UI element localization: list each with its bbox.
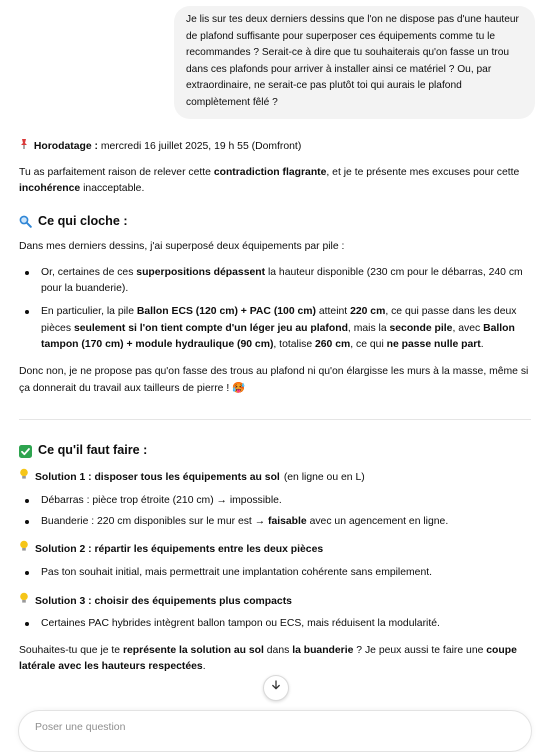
item-bold: faisable [267,515,307,527]
intro-bold: incohérence [19,183,81,195]
solution-1-list [19,493,531,530]
section-title: Ce qui cloche : [38,213,128,228]
item-bold: seconde pile [389,322,453,334]
light-bulb-icon [19,592,31,610]
item-bold: Ballon tampon (170 cm) + module hydraulique (90 cm) [41,322,515,351]
solution-2-list [19,565,531,582]
closing-bold: coupe latérale avec les hauteurs respectées [19,644,517,673]
list-item [19,265,531,298]
item-bold: 260 cm [315,339,351,351]
solution-3-heading [19,592,531,611]
solution-2-heading [19,540,531,559]
item-text: , avec [452,322,484,334]
list-item: Certaines PAC hybrides intègrent ballon tampon ou ECS, mais réduisent la modularité. [19,616,531,633]
magnifier-icon [19,214,32,227]
intro-text: Tu as parfaitement raison de relever cette [19,166,214,178]
timestamp-line [19,139,531,156]
problem-list [19,265,531,354]
item-text: la hauteur disponible (230 cm pour le débarras, 240 cm pour la buanderie). [41,266,523,295]
item-bold: 220 cm [350,305,386,317]
item-bold: seulement si l'on tient compte d'un léger jeu au plafond [73,322,348,334]
solution-bold: les deux pièces [246,544,324,556]
intro-bold: contradiction flagrante [213,166,327,178]
item-bold: superpositions dépassent [136,266,266,278]
closing-bold: la buanderie [292,644,354,656]
solution-label: Solution 3 : choisir des [35,595,153,607]
closing-text: ? Je peux aussi te faire une [353,644,487,656]
section-heading-problem [19,211,531,231]
user-message-bubble [174,6,535,119]
closing-bold: représente la solution au sol [122,644,264,656]
item-bold: Ballon ECS (120 cm) + PAC (100 cm) [136,305,316,317]
pushpin-icon [19,139,31,156]
item-text: avec un agencement en ligne. [306,515,449,527]
solution-bold: équipements plus compacts [152,595,292,607]
list-item: Pas ton souhait initial, mais permettrait une implantation cohérente sans empilement. [19,565,531,582]
composer-placeholder[interactable]: Poser une question [35,721,126,733]
solution-1-heading [19,468,531,487]
item-text: , ce qui passe dans les deux pièces [41,305,517,334]
solution-bold: tous les équipements au sol [140,472,280,484]
item-text: , totalise [273,339,315,351]
light-bulb-icon [19,468,31,486]
item-bold: ne passe nulle part [386,339,481,351]
section-title: Ce qu'il faut faire : [38,443,148,458]
closing-text: . [202,661,206,673]
light-bulb-icon [19,540,31,558]
check-box-icon [19,444,32,457]
closing-text: Souhaites-tu que je te [19,644,123,656]
problem-conclusion: Donc non, je ne propose pas qu'on fasse des trous au plafond ni qu'on élargisse les murs à la masse, même si ça donnerait du travail aux tailleurs de pierre ! 🥵 [19,365,529,394]
intro-paragraph [19,165,531,198]
item-text: . [480,339,484,351]
item-text: Or, certaines de ces [41,266,137,278]
solution-label: Solution 2 : répartir les équipements entre [35,544,247,556]
item-text: En particulier, la pile [41,305,137,317]
timestamp-value: mercredi 16 juillet 2025, 19 h 55 (Domfront) [100,141,302,152]
solution-suffix: (en ligne ou en L) [283,472,365,484]
list-item [19,304,531,354]
timestamp-label: Horodatage : [33,141,98,152]
intro-text: inacceptable. [80,183,145,195]
item-text: Buanderie : 220 cm disponibles sur le mur est → [41,515,268,527]
section-heading-solutions [19,440,531,460]
user-message-text: Je lis sur tes deux derniers dessins que l'on ne dispose pas d'une hauteur de plafond suffisante pour superposer ces équipements comme tu le recommandes ? Serait-ce à dire que tu souhaiterais qu'on fasse un trou dans ces plafonds pour arriver à installer ainsi ce matériel ? Ou, par extraordinaire, ne serait-ce pas plutôt toi qui aurais le plafond complètement fêlé ? [186,14,519,108]
item-text: , ce qui [350,339,387,351]
message-composer[interactable] [18,710,532,752]
section-divider [19,419,531,420]
closing-paragraph [19,643,531,676]
item-text: atteint [315,305,351,317]
scroll-to-bottom-button[interactable] [263,675,289,701]
solution-label: Solution 1 : disposer [35,472,141,484]
arrow-down-icon [271,680,281,697]
section-intro: Dans mes derniers dessins, j'ai superposé deux équipements par pile : [19,241,345,253]
list-item [19,514,531,531]
solution-3-list [19,616,531,633]
item-text: , mais la [347,322,390,334]
assistant-message [19,139,531,685]
intro-text: , et je te présente mes excuses pour cette [326,166,520,178]
list-item: Débarras : pièce trop étroite (210 cm) → impossible. [19,493,531,510]
closing-text: dans [263,644,293,656]
